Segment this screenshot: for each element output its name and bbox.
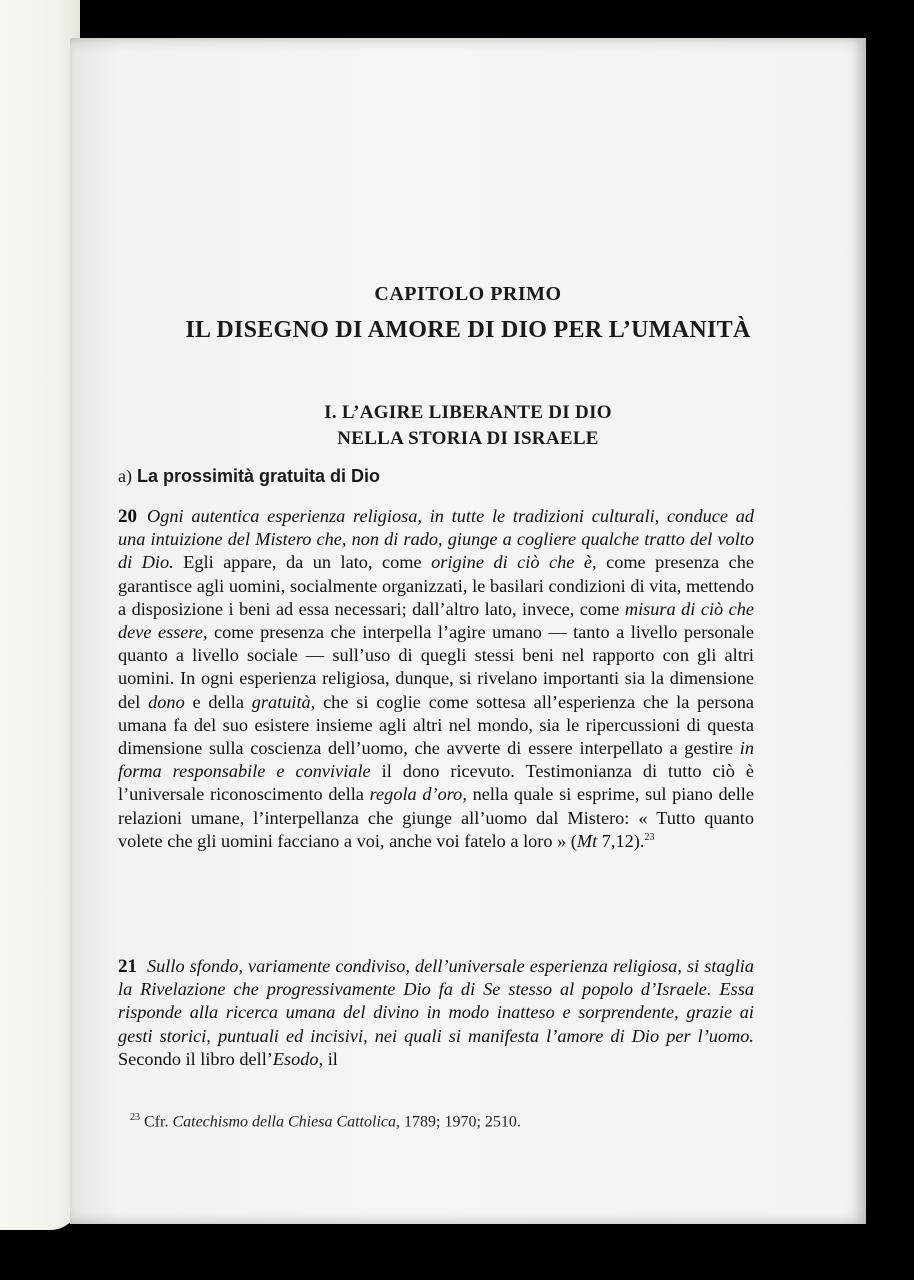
text-run: il dono ricevuto. Testimonianza di tutto ciò è l’universale riconoscimento della bbox=[118, 761, 754, 805]
text-run: che si coglie come sottesa all’esperienza che la persona umana fa del suo esistere insieme agli altri nel mondo, sia le ripercussioni di questa dimensione sulla coscienza dell’uomo, che avverte di essere interpellato a gestire bbox=[118, 691, 754, 759]
italic-text-run: in forma responsabile e conviviale bbox=[118, 738, 754, 782]
text-run: 7,12). bbox=[597, 830, 645, 851]
footnote-reference[interactable]: 23 bbox=[644, 831, 655, 843]
italic-text-run: regola d’oro, bbox=[369, 784, 467, 805]
section-title-line-2: NELLA STORIA DI ISRAELE bbox=[337, 428, 599, 449]
text-run: Egli appare, da un lato, come bbox=[173, 552, 432, 573]
paragraph-body bbox=[118, 956, 754, 1069]
paragraph-21 bbox=[118, 955, 754, 1071]
text-run: e della bbox=[184, 691, 252, 712]
previous-page-edge bbox=[0, 0, 80, 1230]
italic-text-run: Sullo sfondo, variamente condiviso, dell’universale esperienza religiosa, si staglia la Rivelazione che progressivamente Dio fa di Se stesso al popolo d’Israele. Essa risponde alla ricerca umana del divino in modo inatteso e sorprendente, grazie ai gesti storici, puntuali ed incisivi, nei quali si manifesta l’amore di Dio per l’uomo. bbox=[118, 956, 754, 1046]
chapter-title: IL DISEGNO DI AMORE DI DIO PER L’UMANITÀ bbox=[185, 317, 751, 343]
text-run: il bbox=[323, 1048, 338, 1069]
italic-text-run: gratuità, bbox=[251, 691, 316, 712]
italic-text-run: origine di ciò che è, bbox=[431, 552, 597, 573]
footnote bbox=[130, 1112, 521, 1131]
subsection-title: La prossimità gratuita di Dio bbox=[137, 466, 381, 486]
footnote-number: 23 bbox=[130, 1112, 140, 1123]
footnote-refs: 1789; 1970; 2510. bbox=[400, 1113, 521, 1131]
text-run: Secondo il libro dell’ bbox=[118, 1048, 273, 1069]
section-title bbox=[70, 400, 866, 452]
paragraph-20 bbox=[118, 505, 754, 853]
subsection-heading bbox=[118, 466, 380, 487]
italic-text-run: Mt bbox=[576, 830, 598, 851]
text-run: come presenza che garantisce agli uomini, socialmente organizzati, le basilari condizioni di vita, mettendo a disposizione i beni ad essa necessari; dall’altro lato, invece, come bbox=[118, 552, 754, 619]
italic-text-run: misura di ciò che deve essere, bbox=[118, 598, 754, 643]
footnote-prefix: Cfr. bbox=[144, 1113, 173, 1131]
chapter-label: CAPITOLO PRIMO bbox=[374, 283, 562, 305]
paragraph-number: 20 bbox=[118, 506, 137, 527]
section-title-line-1: I. L’AGIRE LIBERANTE DI DIO bbox=[324, 402, 612, 423]
paragraph-number: 21 bbox=[118, 956, 137, 977]
italic-text-run: Ogni autentica esperienza religiosa, in tutte le tradizioni culturali, conduce ad una intuizione del Mistero che, non di rado, giunge a cogliere qualche tratto del volto di Dio. bbox=[118, 506, 754, 573]
italic-text-run: dono bbox=[148, 691, 185, 712]
text-run: nella quale si esprime, sul piano delle relazioni umane, l’interpellanza che giunge all’uomo dal Mistero: « Tutto quanto volete che gli uomini facciano a voi, anche voi fatelo a loro » ( bbox=[118, 784, 755, 851]
text-run: come presenza che interpella l’agire umano — tanto a livello personale quanto a livello sociale — sull’uso di quegli stessi beni nel rapporto con gli altri uomini. In ogni esperienza religiosa, dunque, si rivelano importanti sia la dimensione del bbox=[118, 622, 754, 712]
footnote-work-title: Catechismo della Chiesa Cattolica, bbox=[172, 1113, 400, 1131]
paragraph-body bbox=[118, 506, 754, 851]
subsection-label: a) bbox=[118, 466, 132, 486]
italic-text-run: Esodo, bbox=[272, 1048, 324, 1069]
